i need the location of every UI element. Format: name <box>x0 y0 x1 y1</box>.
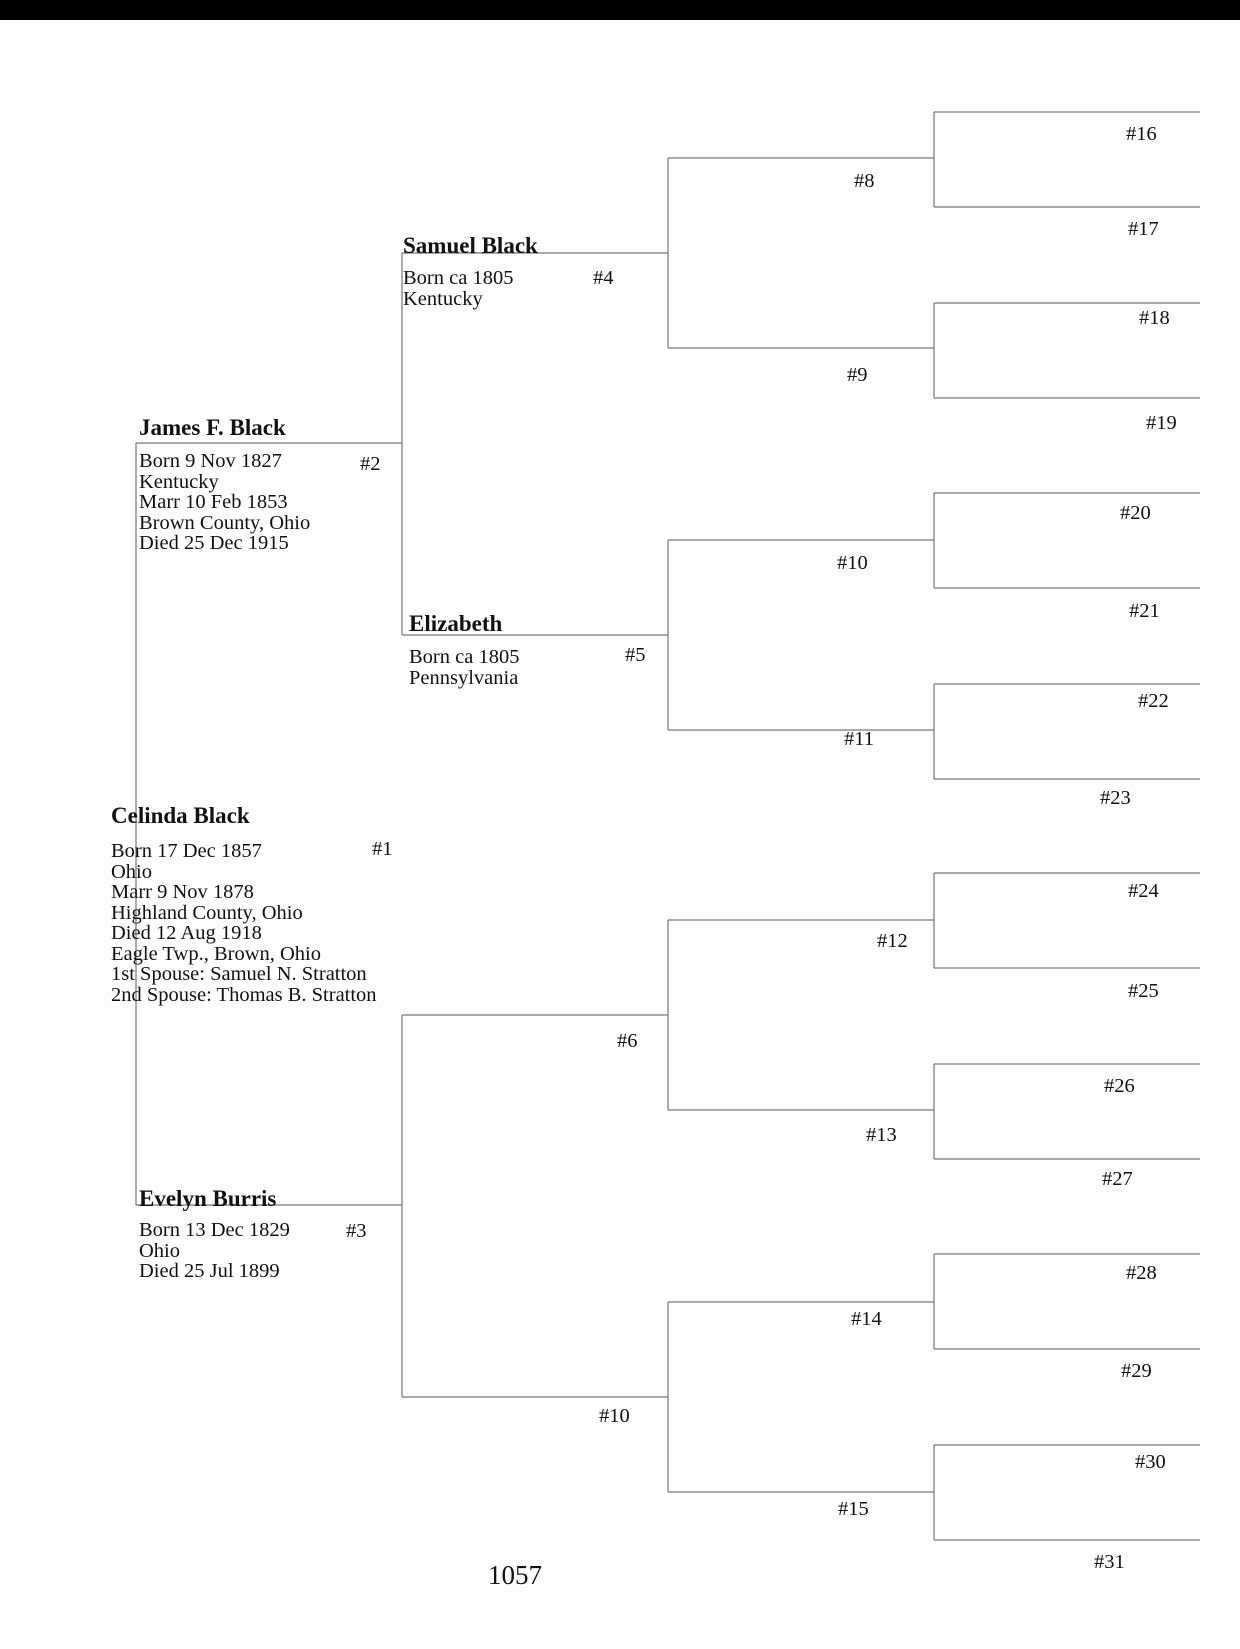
person-4-details <box>403 268 538 309</box>
ancestor-number-14: #14 <box>851 1308 882 1330</box>
ancestor-number-26: #26 <box>1104 1075 1135 1097</box>
ancestor-number-23: #23 <box>1100 787 1131 809</box>
person-5-details <box>409 647 519 688</box>
ancestor-number-28: #28 <box>1126 1262 1157 1284</box>
person-3 <box>139 1186 290 1282</box>
person-5 <box>409 611 519 688</box>
ancestor-number-16: #16 <box>1126 123 1157 145</box>
ancestor-number-10: #10 <box>837 552 868 574</box>
person-1-born: Born 17 Dec 1857 <box>111 840 262 862</box>
person-2-marriage-place: Brown County, Ohio <box>139 511 311 534</box>
person-2 <box>139 415 310 554</box>
ancestor-number-27: #27 <box>1102 1168 1133 1190</box>
person-5-birthplace: Pennsylvania <box>409 666 519 689</box>
ancestor-number-6: #6 <box>617 1030 638 1052</box>
person-3-number: #3 <box>346 1220 367 1242</box>
person-1-number: #1 <box>372 838 393 860</box>
person-4-born: Born ca 1805 <box>403 267 514 289</box>
person-2-died: Died 25 Dec 1915 <box>139 532 289 554</box>
ancestor-number-25: #25 <box>1128 980 1159 1002</box>
ancestor-number-19: #19 <box>1146 412 1177 434</box>
person-5-born: Born ca 1805 <box>409 646 520 668</box>
person-3-died: Died 25 Jul 1899 <box>139 1260 280 1282</box>
ancestor-number-29: #29 <box>1121 1360 1152 1382</box>
person-4-number: #4 <box>593 267 614 289</box>
person-2-details <box>139 451 310 554</box>
person-2-birthplace: Kentucky <box>139 470 219 493</box>
person-4 <box>403 233 538 309</box>
ancestor-number-15: #15 <box>838 1498 869 1520</box>
ancestor-number-30: #30 <box>1135 1451 1166 1473</box>
ancestor-number-7: #10 <box>599 1405 630 1427</box>
person-3-born: Born 13 Dec 1829 <box>139 1219 290 1241</box>
person-4-birthplace: Kentucky <box>403 287 483 310</box>
person-1-birthplace: Ohio <box>111 860 152 883</box>
ancestor-number-13: #13 <box>866 1124 897 1146</box>
ancestor-number-11: #11 <box>844 728 874 750</box>
ancestor-number-20: #20 <box>1120 502 1151 524</box>
ancestor-number-12: #12 <box>877 930 908 952</box>
person-1-name: Celinda Black <box>111 803 250 828</box>
ancestor-number-31: #31 <box>1094 1551 1125 1573</box>
person-2-name: James F. Black <box>139 415 286 440</box>
person-1-death-place: Eagle Twp., Brown, Ohio <box>111 942 321 965</box>
person-1-first-spouse: 1st Spouse: Samuel N. Stratton <box>111 963 367 985</box>
person-2-married: Marr 10 Feb 1853 <box>139 491 288 513</box>
person-5-number: #5 <box>625 644 646 666</box>
person-3-details <box>139 1220 290 1282</box>
person-1-details <box>111 841 377 1005</box>
person-2-born: Born 9 Nov 1827 <box>139 450 282 472</box>
person-1-second-spouse: 2nd Spouse: Thomas B. Stratton <box>111 983 377 1006</box>
person-1-marriage-place: Highland County, Ohio <box>111 901 303 924</box>
person-1-died: Died 12 Aug 1918 <box>111 922 262 944</box>
person-1-married: Marr 9 Nov 1878 <box>111 881 254 903</box>
ancestor-number-21: #21 <box>1129 600 1160 622</box>
person-2-number: #2 <box>360 453 381 475</box>
ancestor-number-22: #22 <box>1138 690 1169 712</box>
ancestor-number-9: #9 <box>847 364 868 386</box>
ancestor-number-18: #18 <box>1139 307 1170 329</box>
person-5-name: Elizabeth <box>409 611 503 636</box>
person-4-name: Samuel Black <box>403 233 538 258</box>
person-3-birthplace: Ohio <box>139 1239 180 1262</box>
person-1 <box>111 803 377 1005</box>
page-number: 1057 <box>488 1560 542 1590</box>
ancestor-number-24: #24 <box>1128 880 1159 902</box>
ancestor-number-8: #8 <box>854 170 875 192</box>
ancestor-number-17: #17 <box>1128 218 1159 240</box>
person-3-name: Evelyn Burris <box>139 1186 277 1211</box>
